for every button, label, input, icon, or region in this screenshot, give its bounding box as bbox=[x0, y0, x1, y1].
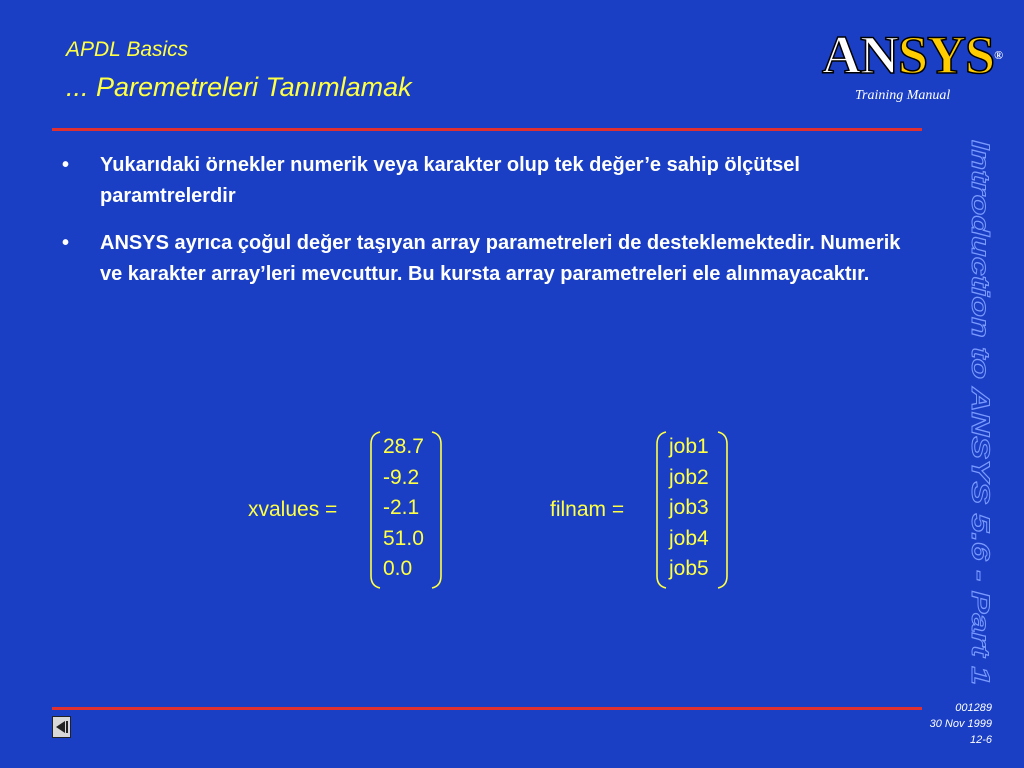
footer-page: 12-6 bbox=[969, 734, 992, 746]
xvalues-cell: -2.1 bbox=[383, 496, 420, 519]
footer-date: 30 Nov 1999 bbox=[929, 718, 992, 730]
bullet-marker: • bbox=[62, 154, 70, 176]
ansys-logo bbox=[822, 25, 1003, 85]
logo-part-an: AN bbox=[822, 25, 898, 85]
xvalues-cell: 0.0 bbox=[383, 557, 413, 580]
bullet-text: ANSYS ayrıca çoğul değer taşıyan array parametreleri de desteklemektedir. Numerik ve karakter array’leri mevcuttur. Bu kursta array parametreleri ele alınmayacaktır. bbox=[100, 232, 901, 285]
bullet-item bbox=[62, 150, 912, 212]
bullet-list bbox=[62, 150, 912, 306]
sidebar-title-text: Introduction to ANSYS 5.6 - Part 1 bbox=[966, 140, 994, 542]
xvalues-left-bracket bbox=[368, 430, 382, 590]
bullet-marker: • bbox=[62, 232, 70, 254]
filnam-label: filnam = bbox=[550, 498, 625, 521]
xvalues-label: xvalues = bbox=[248, 498, 338, 521]
filnam-column bbox=[669, 432, 709, 585]
filnam-cell: job4 bbox=[669, 526, 709, 550]
xvalues-column bbox=[383, 432, 424, 585]
filnam-cell: job2 bbox=[669, 465, 709, 489]
previous-slide-button[interactable] bbox=[52, 716, 71, 738]
bullet-item bbox=[62, 228, 912, 290]
xvalues-cell: -9.2 bbox=[383, 465, 420, 489]
slide-title-line2: ... Paremetreleri Tanımlamak bbox=[66, 72, 412, 102]
slide-title-line1: APDL Basics bbox=[66, 38, 189, 61]
filnam-cell: job3 bbox=[669, 496, 709, 519]
footer-info bbox=[930, 700, 992, 748]
footer-code: 001289 bbox=[955, 702, 992, 714]
previous-slide-icon bbox=[56, 721, 65, 733]
filnam-cell: job5 bbox=[669, 557, 709, 580]
logo-registered-mark: ® bbox=[994, 48, 1003, 62]
previous-slide-bar-icon bbox=[66, 721, 68, 733]
bottom-divider bbox=[52, 707, 922, 710]
bullet-text: Yukarıdaki örnekler numerik veya karakter olup tek değer’e sahip ölçütsel paramtrelerdir bbox=[100, 154, 800, 207]
sidebar-vertical-title bbox=[958, 140, 998, 690]
xvalues-right-bracket bbox=[430, 430, 444, 590]
filnam-cell: job1 bbox=[669, 435, 709, 458]
xvalues-cell: 51.0 bbox=[383, 526, 424, 550]
xvalues-cell: 28.7 bbox=[383, 435, 424, 458]
filnam-right-bracket bbox=[716, 430, 730, 590]
top-divider bbox=[52, 128, 922, 131]
filnam-left-bracket bbox=[654, 430, 668, 590]
logo-part-sys: SYS bbox=[898, 25, 995, 85]
training-manual-label: Training Manual bbox=[855, 88, 951, 103]
